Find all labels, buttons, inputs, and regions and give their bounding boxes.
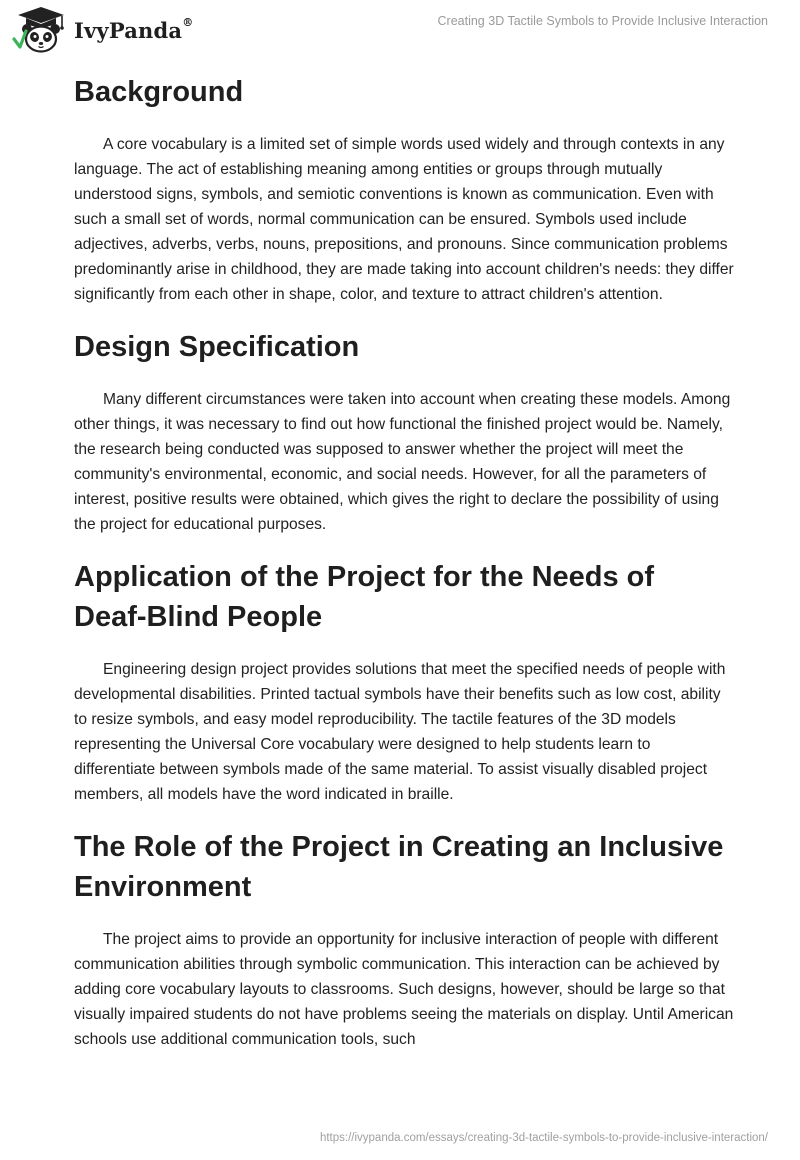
section-paragraph-design-specification: Many different circumstances were taken into account when creating these models. Among other things, it was necessary to find out how functional the finished project would be. Namely, the research being conducted was supposed to answer whether the project will meet the community's environmental, economic, and social needs. However, for all the parameters of interest, positive results were obtained, which gives the right to declare the possibility of using the project for educational purposes. bbox=[74, 391, 731, 533]
section-paragraph-inclusive-environment: The project aims to provide an opportunity for inclusive interaction of people with different communication abilities through symbolic communication. This interaction can be achieved by adding core vocabulary layouts to classrooms. Such designs, however, should be large so that visually impaired students do not have problems seeing the materials on display. Until American schools use additional communication tools, such bbox=[74, 931, 734, 1048]
section-heading-background: Background bbox=[74, 76, 244, 108]
panda-graduate-icon bbox=[12, 5, 70, 55]
section-paragraph-application: Engineering design project provides solutions that meet the specified needs of people with developmental disabilities. Printed tactual symbols have their benefits such as low cost, ability to resize symbols, and easy model reproducibility. The tactile features of the 3D models representing the Universal Core vocabulary were designed to help students learn to differentiate between symbols made of the same material. To assist visually disabled project members, all models have the word indicated in braille. bbox=[74, 661, 726, 803]
section-paragraph-background: A core vocabulary is a limited set of simple words used widely and through contexts in any language. The act of establishing meaning among entities or groups through mutually understood signs, symbols, and semiotic conventions is known as communication. Even with such a small set of words, normal communication can be ensured. Symbols used include adjectives, adverbs, verbs, nouns, prepositions, and pronouns. Since communication problems predominantly arise in childhood, they are made taking into account children's needs: they differ significantly from each other in shape, color, and texture to attract children's attention. bbox=[74, 136, 734, 303]
page-header bbox=[0, 0, 800, 60]
brand-logo[interactable] bbox=[12, 6, 193, 54]
essay-body bbox=[74, 72, 734, 1072]
section-heading-inclusive-environment: The Role of the Project in Creating an Inclusive Environment bbox=[74, 831, 724, 903]
brand-name: IvyPanda® bbox=[74, 15, 194, 43]
document-title: Creating 3D Tactile Symbols to Provide Inclusive Interaction bbox=[437, 14, 768, 28]
section-heading-design-specification: Design Specification bbox=[74, 331, 360, 363]
section-heading-application: Application of the Project for the Needs of Deaf-Blind People bbox=[74, 561, 655, 633]
source-url[interactable]: https://ivypanda.com/essays/creating-3d-tactile-symbols-to-provide-inclusive-interaction/ bbox=[319, 1132, 768, 1144]
